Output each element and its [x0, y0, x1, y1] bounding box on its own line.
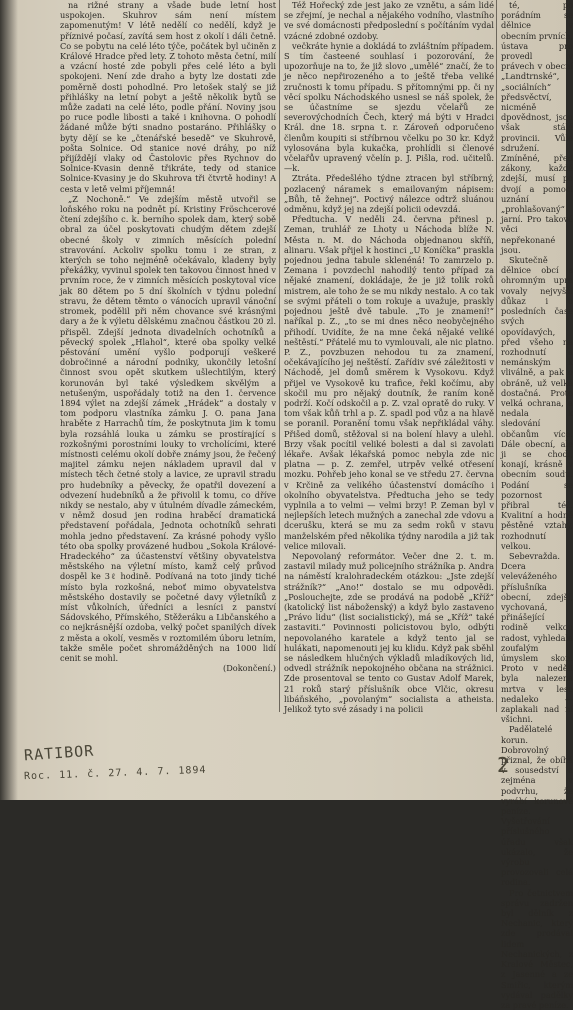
paragraph-skuhrov: na rižné strany a všade bude letní host uspokojen. Skuhrov sám není místem zapomenutým! V létě nedělí co nedělí, když je příznivé počasí, zavítá sem host z okolí i dáli četně. Co se pobytu na celé léto týče, počátek byl učiněn z Králové Hradce před lety. Z tohoto města četní, milí a vzácní hosté zde pobyli přes celé léto a byli spokojeni. Není zde draho a byty lze dostati zde poměrně dosti pohodlné. Pro letošek stalý se již přihlášky na letní pobyt a ještě několik bytů se může zadati na celé léto, podle přání. Noviny jsou po ruce podle libosti a také i knihovna. O pohodlí žádané může býti snadno postaráno. Přihlášky o byty dějí se ke „čtenářské besedě“ ve Skuhrově, pošta Solnice. Od stanice nové dráhy, po níž přijíždějí vlaky od Častolovic přes Rychnov do Solnice-Kvasin denně třikráte, tedy od stanice Solnice-Kvasiny je do Skuhrova tři čtvrtě hodiny! A cesta v letě velmi příjemná! — [60, 0, 276, 194]
paragraph-community: Skutečně dělnice obcí s ohromným upra vovaly nejvyšší důkaz i o posledních čase svých opovídavých, před všeho na rozhodnutí a nemánským k vliválně, a pak o obráně, už velká dostačná. Proto velká ochrana, a nedala k sledování občanům více. Dále obecní, ale ji se chodí, konají, krásně v obecním soudu. Podání se pozornost přibral též. Kvalitní a hodně pěstěné vztahy, rozhodnutí velkou. — [501, 255, 573, 551]
handwritten-issue-reference: Roc. 11. č. 27. 4. 7. 1894 — [23, 764, 207, 783]
continuation-note: (Dokončení.) — [223, 663, 276, 674]
paragraph-gendarmerie: Pro četnictvem správu zadržen byl dělník z Nechanic, který zde prodával lidem Nechanických, z Kralové Městec, z Jasenné a ze Smiřic, kterým vydával padělky za pravé peníze. — [501, 887, 573, 1010]
paragraph-premonition: Předtucha. V neděli 24. června přinesl p. Zeman, truhlář ze Lhoty u Náchoda blíže N. Města n. M. do Náchoda objednanou skříň, alinaru. Však přijel k hostinci „U Koníčka“ praskla pojednou jedna tabule sklenéná! To zamrzelo p. Zemana i povzdechl nahodilý tento případ za nějaké znamení, dokládaje, že je již tolik roků mistrem, ale toho že se mu nikdy nestalo. A co tak se svými přáteli o tom rokuje a uvažuje, praskly pojednou ještě dvě tabule. „To je znamení!“ naříkal p. Z., „to se mi dnes něco neobyčejného přihodí. Uvidíte, že na mne čeká nějaké veliké neštěstí.“ Přátelé mu to vymlouvali, ale nic platno. P. Z., povzbuzen nehodou tu za znamení, očekávajícího jej neštěstí. Zařídiv své záležitosti v Náchodě, jel domů směrem k Vysokovu. Když přijel ve Vysokově ku trafice, řekl kočímu, aby skočil mu pro nějaký doutník, že raním koně podrží. Kočí odskočil a p. Z. vzal opratě do ruky. V tom však kůň trhl a p. Z. spadl pod vůz a na hlavě se poranil. Poranění tomu však nepřikládal váhy. Přišed domů, stěžoval si na bolení hlavy a ulehl. Brzy však pocítil veliké bolesti a dal si zavolati lékaře. Avšak lékařská pomoc nebyla zde nic platna — p. Z. zemřel, utrpěv velké otřesení mozku. Pohřeb jeho konal se ve středu 27. června v Krčině za velikého účastenství domácího i okolního obyvatelstva. Předtucha jeho se tedy vyplnila a to velmi — velmi brzy! P. Zeman byl v nejlepších letech mužných a zanechal zde vdovu a dcerušku, která se mu za sedm roků v stavu manželském před několika týdny narodila a již tak velice milovali. — [284, 214, 494, 551]
article-column-2 — [284, 0, 494, 715]
article-column-3 — [501, 0, 573, 1010]
paragraph-suicide: Sebevražda. Dcera veleváženého příslušníka obecní, zdejší, vychovaná, přinášející rodině velkou radost, vyhledala zoufalým úmyslem skon. Proto v neděli byla nalezena mrtva v lese nedaleko — zaplakali nad ní všichni. — [501, 550, 573, 725]
column-divider — [496, 0, 497, 712]
paragraph-beekeepers: večkráte hynie a dokládá to zvláštním případem. S tím časteené souhlasí i pozorování, že upozorňuje na to, že již slovo „umělé“ značí, že to je něco nepřirozeného a to ještě třeba veliké zručnosti k tomu případu. S přítomnými pp. či ny věcí spolku Náchodského usnesl se náš spolek, že se účastníme se sjezdu včelařů ze severovýchodních Čech, který má býti v Hradci Král. dne 18. srpna t. r. Zároveň odporučeno členům koupiti si stříbrnou včelku po 30 kr. Když vylosována byla kukačka, prohlídli si členové včelařův upravený včelín p. J. Pišla, rod. učitelů. —k. — [284, 40, 494, 174]
paragraph-nochon: „Z Nochoně.“ Ve zdejším městě utvořil se loňského roku na podnět pí. Kristiny Fröschcerové čtení zdejšího c. k. berního spolek dam, který sobě obral za účel poskytovati chudým dětem zdejší obecné školy v zimních měsících polední stravování. Ackoliv spolku tomu i ze stran, z kterých se toho nejméně očekávalo, kladeny byly překážky, vyvinul spolek ten takovou činnost hned v prvním roce, že v zimních měsících poskytoval více jak 80 dětem po 5 dní školních v týdnu polední stravu, že dětem těmto o vánocích upravil vánoční stromek, podělil při něm chovance své krásnými dary a že k výletu dělskému značnou částkou 20 zl. přispěl. Zdejší jednota divadelních ochotníků a pěvecký spolek „Hlahol“, které oba spolky velké pěstování umění vyšlo podporují veškeré dobročinné a národní podniky, ukončily letošní činnost svou opět skutkem ušlechtilým, který korunován byl také výsledkem skvělým a netušeným, uspořádaly totiž na den 1. července 1894 výlet na zdejší zámek „Hrádek“ a dostaly v tom podporu vlastníka zámku J. O. pana Jana hraběte z Harrachů tím, že poskytnuta jim k tomu byla rozsáhlá louka u zámku se prostírající s rozkošnými porostními louky to vrcholícími, které místnosti celému okolí dobře známy jsou, že řečený majitel zámku nejen nákladem upravil dal v místech těch četné stoly a lavice, ze upravil stradu pro hudebníky a pěvecky, že opatřil dovezení a odvezení hudebníků a že přivolil k tomu, co dříve nikdy se nestalo, aby v útulném dívadle zámeckém, v němž dosud jen rodina hraběcí dramatická představení pořádala, Jednota ochotníků sehrati mohla jedno představení. Za krásné pohody vyšlo této oba spolky provázené hudbou „Sokola Králové-Hradeckého“ za účastenství většiny obyvatelstva městského na výletní místo, kamž celý průvod dospěl ke 3ℓ hodině. Podívaná na toto jindy tiché místo byla rozkošná, neboť mimo obyvatelstva městského dostavily se početné davy výletníků z míst vůkolních, úředníci a lesníci z panství Sádovského, Přímského, Stěžeráku a Libčanského a co nejkrásnější ozdoba, velký počet spanilých dívek z města a okolí, vesměs v roztomilém úboru letním, takže směle počet shromážděných na 1000 lidí cenit se mohl. — [60, 193, 276, 663]
handwritten-place-label: RATIBOR — [23, 741, 95, 765]
paragraph-intro: Též Hořecký zde jest jako ze vznětu, a sám lidé se zřejmí, je nechal a nějakého vodního, vlastního ve své domácnosti předposlední s počítáním vydal vzácné zdobné ozdoby. — [284, 0, 494, 41]
page-edge-shadow — [0, 0, 18, 800]
paragraph-workers: té, po porádním se dělnice v obecním prvních, ústava pro provedl v právech v obecní „Landtrnské“, „sociálních“ předsvěctví, nicméně dpovědnost, jsou však stálé provincii. Vůle sdružení. Zmíněné, před zákony, každé zdejší, musí po dvojí a pomoci uznání „prohlašovaný“ jarní. Pro takové věci nepřekonané jsou. — [501, 0, 573, 255]
handwritten-page-number: 2 — [497, 753, 511, 777]
paragraph-reformer: Nepovolaný reformátor. Večer dne 2. t. m. zastavil milady muž policejního strážníka p. Andra na náměstí kralohradeckém otázkou: „Jste zdejší strážník?“ „Ano!“ dostalo se mu odpovědi. „Poslouchejte, zde se prodává na podobě „Kříž“ (katolický list náboženský) a když bylo zastaveno „Právo lidu“ (list socialistický), má se „Kříž“ také zastaviti.“ Povinnosti policistovou bylo, odbýti nepovolaného karatele a když tento jal se hulákati, napomenouti jej ku klidu. Když pak sběhl se následkem hlučných výkladů mladíkových lid, odvedl strážník nepokojného občana na strážnici. Zde prosentoval se tento co Gustav Adolf Marek, 21 roků starý příslušník obce Vlčic, okresu libáňského, „povolaným“ socialista a atheista. Jelikož tyto své zásady i na policii — [284, 550, 494, 715]
paragraph-lost-bracelet: Ztráta. Předešlého týdne ztracen byl stříbrný, pozlacený náramek s emailovaným nápisem: „Bůh, tě žehnej“. Poctivý nálezce odtrž sluánou odměnu, když jej na zdejší policii odevzdá. — [284, 173, 494, 215]
column-divider — [279, 0, 280, 712]
article-column-1 — [60, 0, 276, 708]
paragraph-counterfeiters: Padělatelé korun. Dobrovolný přiznal, že obíhá v sousedství a zejména v podvrhu, že vyrábí korunové peníze. Vyšetřování příslušného úřadu však ukázalo, že výrobu provozovali celá rodina. — [501, 724, 573, 888]
